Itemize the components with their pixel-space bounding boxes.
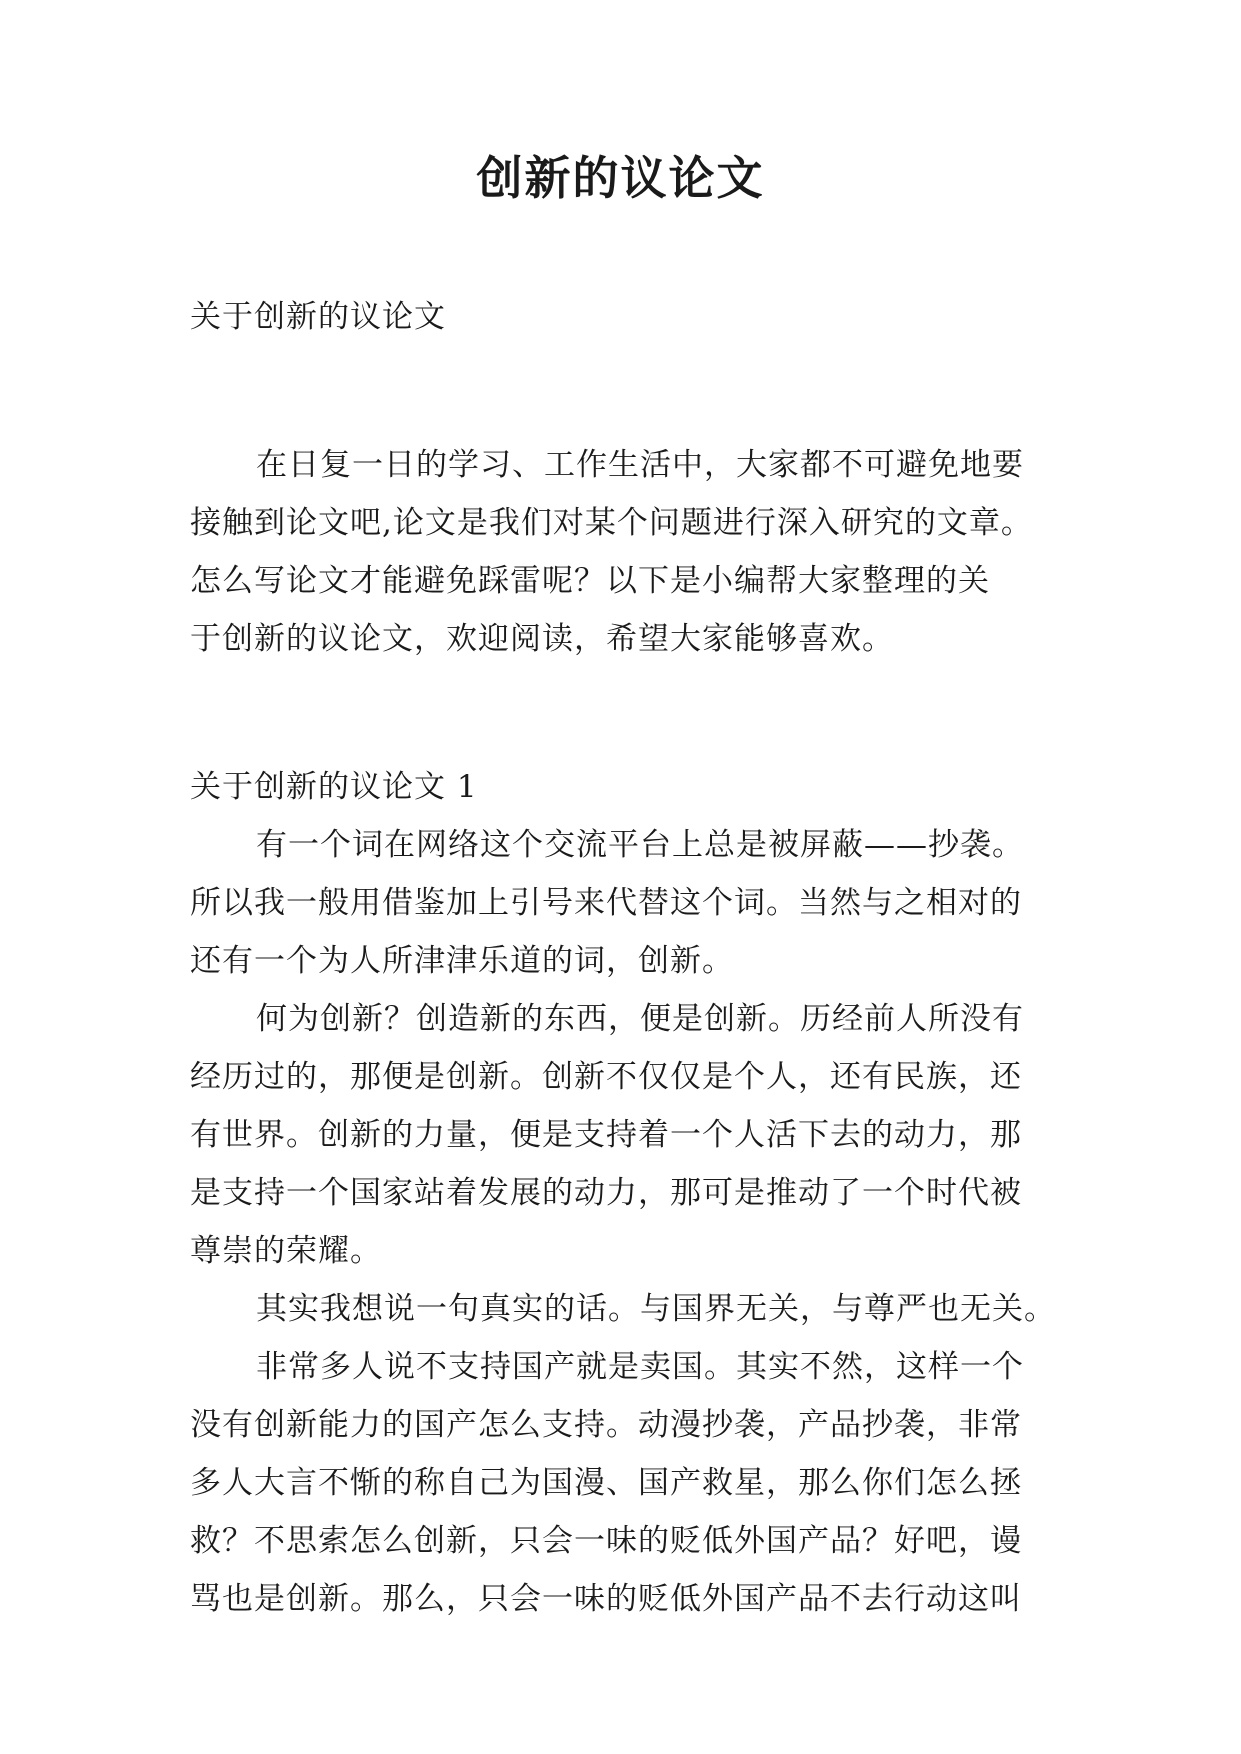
paragraph-1 xyxy=(190,816,1060,990)
paragraph-line: 多人大言不惭的称自己为国漫、国产救星，那么你们怎么拯 xyxy=(190,1465,1022,1501)
paragraph-4 xyxy=(190,1338,1060,1628)
paragraph-3 xyxy=(190,1280,1060,1338)
paragraph-line: 所以我一般用借鉴加上引号来代替这个词。当然与之相对的 xyxy=(190,885,1022,921)
intro-line: 怎么写论文才能避免踩雷呢？以下是小编帮大家整理的关 xyxy=(190,563,990,599)
paragraph-line: 经历过的，那便是创新。创新不仅仅是个人，还有民族，还 xyxy=(190,1059,1022,1095)
section-heading: 关于创新的议论文 1 xyxy=(190,769,478,805)
spacer xyxy=(190,668,1060,758)
paragraph-line: 尊崇的荣耀。 xyxy=(190,1233,382,1269)
paragraph-line: 救？不思索怎么创新，只会一味的贬低外国产品？好吧，谩 xyxy=(190,1523,1022,1559)
intro-line: 在日复一日的学习、工作生活中，大家都不可避免地要 xyxy=(256,447,1024,483)
document-body xyxy=(190,288,1060,1628)
paragraph-line: 其实我想说一句真实的话。与国界无关，与尊严也无关。 xyxy=(256,1291,1056,1327)
paragraph-line: 还有一个为人所津津乐道的词，创新。 xyxy=(190,943,734,979)
paragraph-line: 骂也是创新。那么，只会一味的贬低外国产品不去行动这叫 xyxy=(190,1581,1022,1617)
paragraph-line: 非常多人说不支持国产就是卖国。其实不然，这样一个 xyxy=(256,1349,1024,1385)
paragraph-line: 有世界。创新的力量，便是支持着一个人活下去的动力，那 xyxy=(190,1117,1022,1153)
spacer xyxy=(190,346,1060,436)
paragraph-line: 是支持一个国家站着发展的动力，那可是推动了一个时代被 xyxy=(190,1175,1022,1211)
intro-line: 于创新的议论文，欢迎阅读，希望大家能够喜欢。 xyxy=(190,621,894,657)
intro-paragraph xyxy=(190,436,1060,668)
paragraph-line: 没有创新能力的国产怎么支持。动漫抄袭，产品抄袭，非常 xyxy=(190,1407,1022,1443)
document-subtitle: 关于创新的议论文 xyxy=(190,299,446,335)
paragraph-line: 有一个词在网络这个交流平台上总是被屏蔽——抄袭。 xyxy=(256,827,1024,863)
paragraph-2 xyxy=(190,990,1060,1280)
document-title: 创新的议论文 xyxy=(476,151,765,205)
paragraph-line: 何为创新？创造新的东西，便是创新。历经前人所没有 xyxy=(256,1001,1024,1037)
intro-line: 接触到论文吧,论文是我们对某个问题进行深入研究的文章。 xyxy=(190,505,1033,541)
